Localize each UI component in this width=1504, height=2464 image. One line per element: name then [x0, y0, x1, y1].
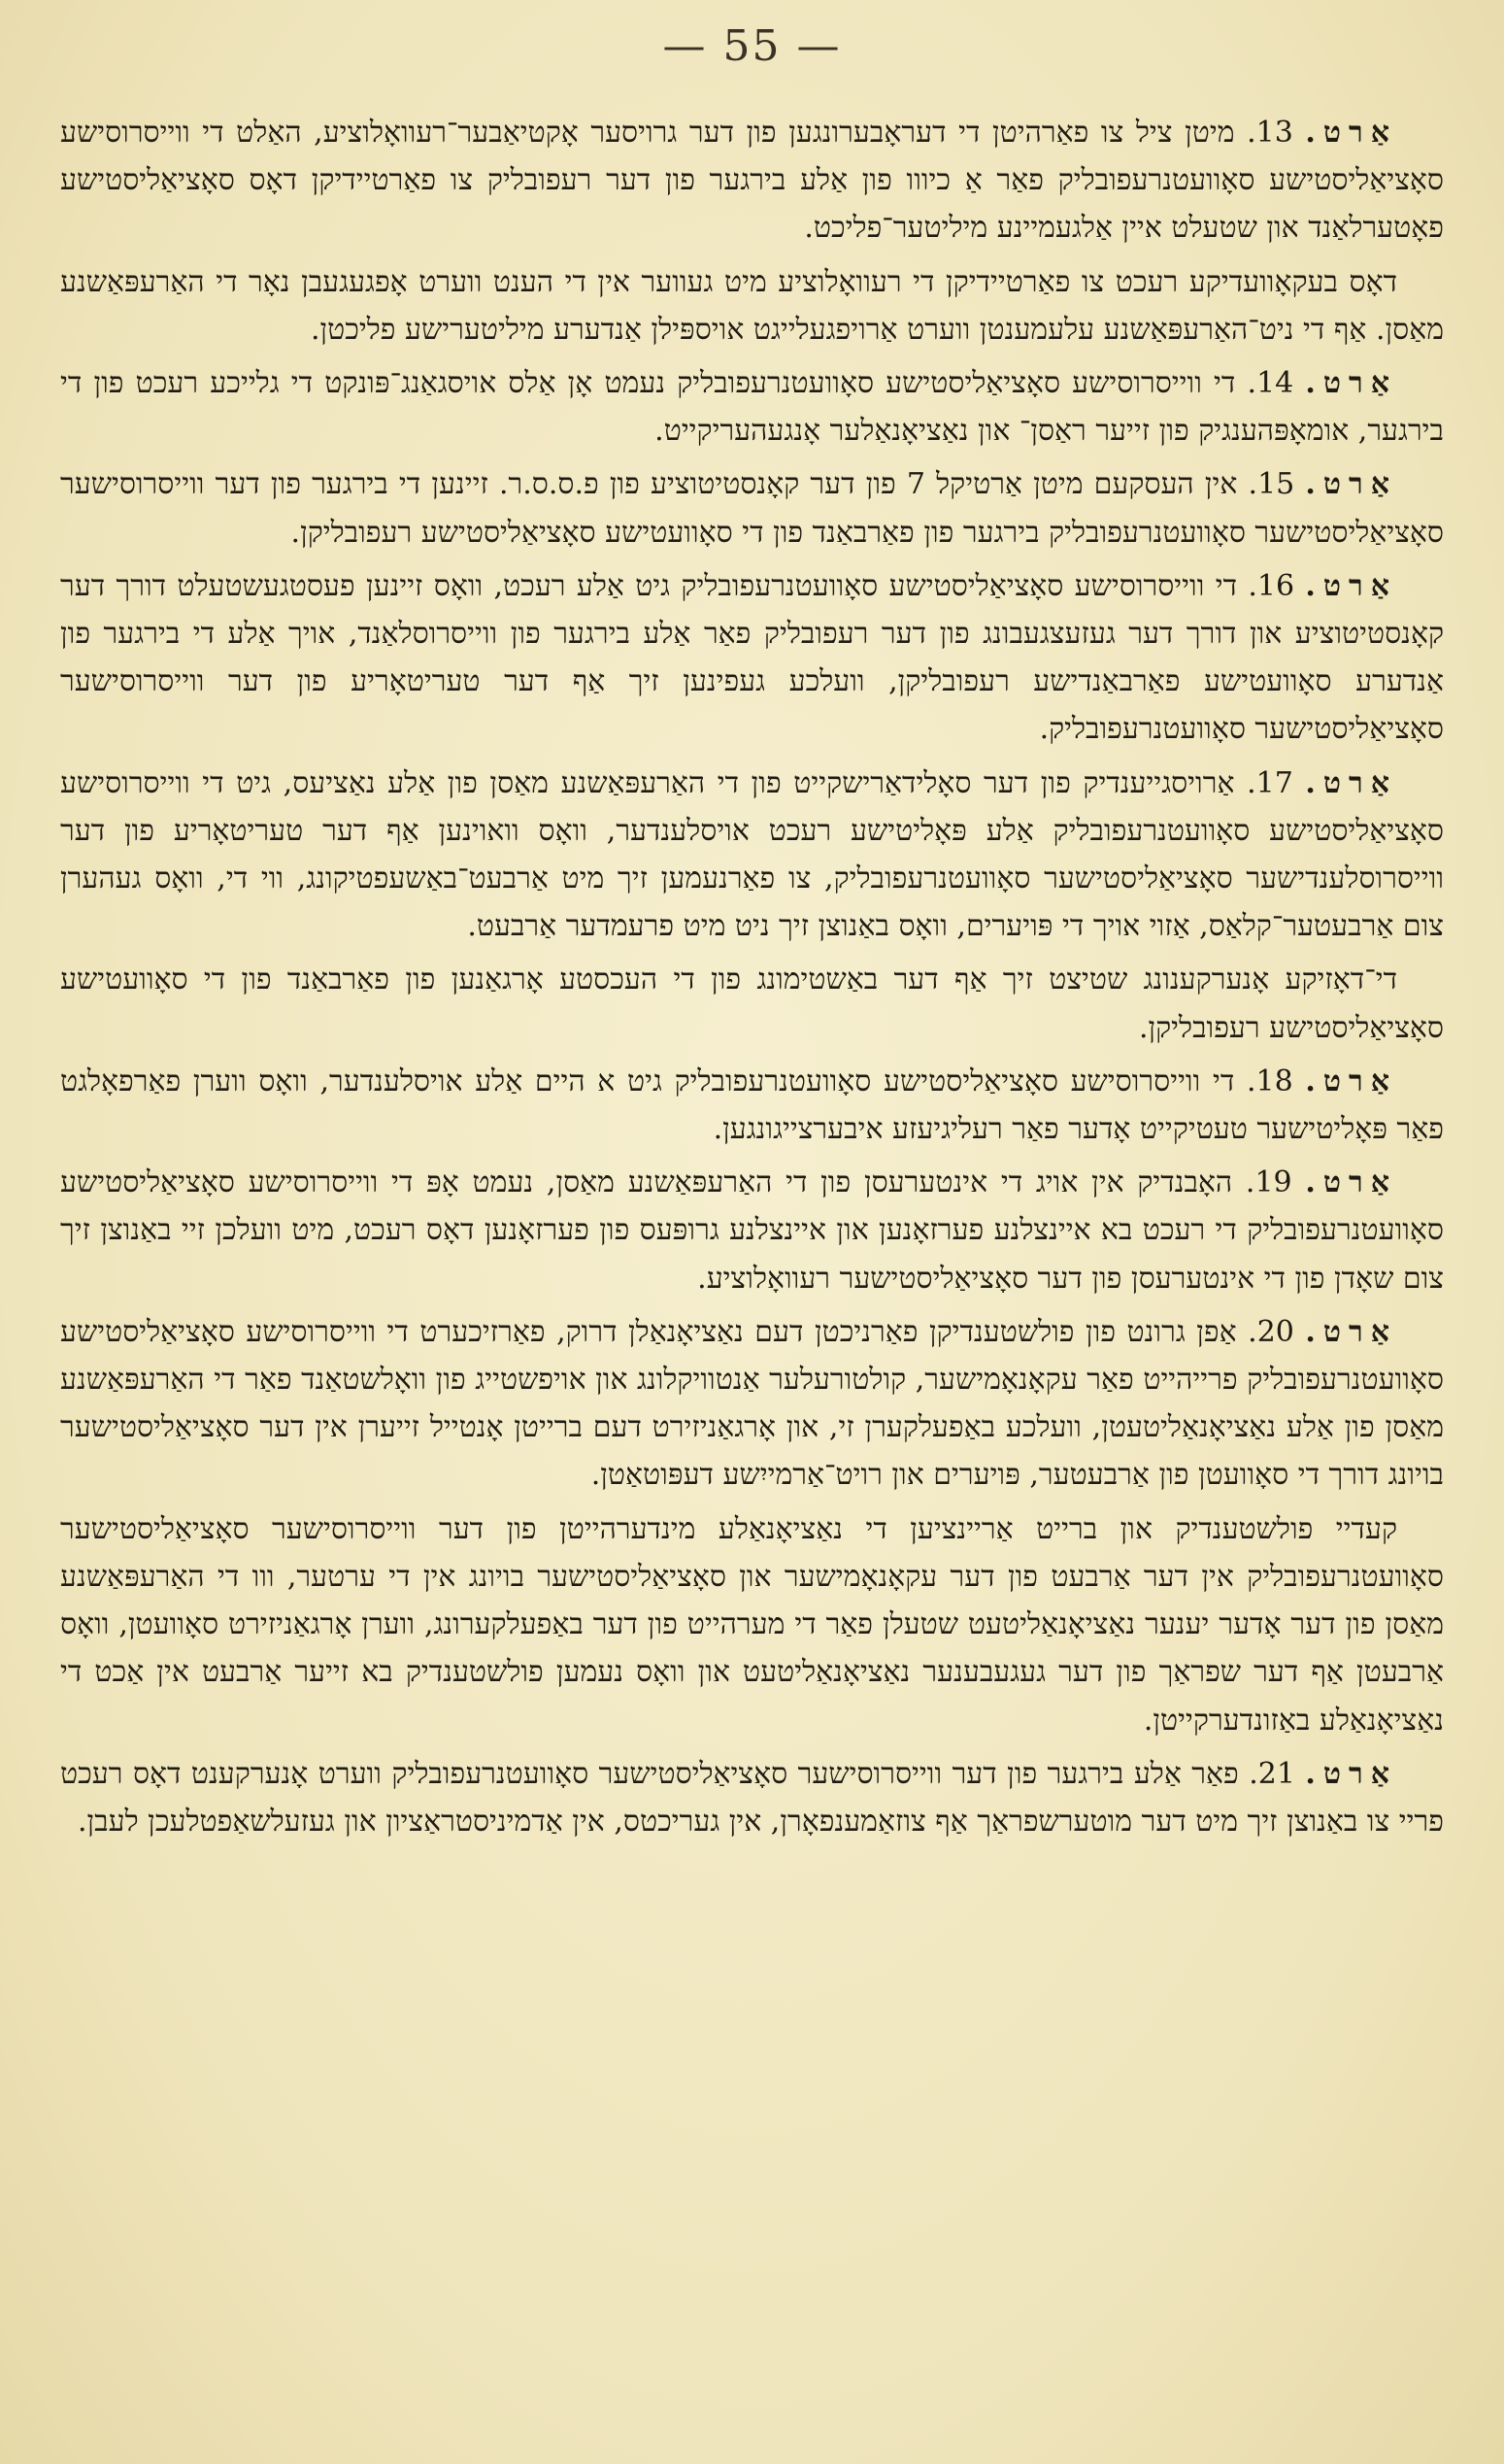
paragraph	[60, 1308, 1444, 1500]
paragraph	[60, 1750, 1444, 1845]
article-number: 20.	[1248, 1314, 1294, 1349]
article-number: 16.	[1248, 568, 1295, 603]
paragraph-text: אַפן גרונט פון פולשטענדיקן פאַרניכטן דעם נאַציאָנאַלן דרוק, פאַרזיכערט די ווייסרוסישע סאָציאַליסטישע סאָוועטנרעפובליק פרייהייט פאַר עקאָנאָמישער, קולטורעלער אַנטוויקלונג און אויפשטייג פון וואָלשטאַנד פאַר די האַרעפּאַשנע מאַסן פון אַלע נאַציאָנאַליטעטן, וועלכע באַפעלקערן זי, און אָרגאַניזירט דעם ברייטן אָנטייל זייערן אין דער סאָציאַליסטישער בויונג דורך די סאָוועטן פון אַרבעטער, פּויערים און רויט־אַרמייִשע דעפּוטאַטן.	[60, 1314, 1444, 1493]
paragraph-text: די ווייסרוסישע סאָציאַליסטישע סאָוועטנרעפובליק גיט א היים אַלע אויסלענדער, וואָס ווערן פאַרפאָלגט פאַר פּאָליטישער טעטיקייט אָדער פאַר רעליגיעזע איבערצייגונגען.	[60, 1063, 1444, 1147]
paragraph	[60, 562, 1444, 754]
article-label: אַרט.	[1305, 1063, 1397, 1098]
paragraph	[60, 460, 1444, 556]
article-label: אַרט.	[1305, 1165, 1397, 1200]
article-text-body	[60, 109, 1444, 2430]
article-label: אַרט.	[1305, 366, 1397, 401]
paragraph	[60, 759, 1444, 951]
article-label: אַרט.	[1305, 1314, 1397, 1349]
article-label: אַרט.	[1305, 116, 1397, 150]
article-number: 15.	[1248, 467, 1295, 502]
paragraph	[60, 1058, 1444, 1153]
paragraph	[60, 258, 1444, 354]
paragraph	[60, 1505, 1444, 1744]
article-number: 17.	[1247, 765, 1293, 800]
article-number: 13.	[1247, 116, 1293, 150]
paragraph-text: מיטן ציל צו פאַרהיטן די דעראָבערונגען פון דער גרויסער אָקטיאַבער־רעוואָלוציע, האַלט די ווייסרוסישע סאָציאַליסטישע סאָוועטנרעפובליק פאַר אַ כיווו פון אַלע בירגער פון דער רעפובליק צו פאַרטיידיקן דאָס סאָציאַליסטישע פאָטערלאַנד און שטעלט איין אַלגעמיינע מיליטער־פליכט.	[60, 116, 1444, 246]
paragraph	[60, 956, 1444, 1051]
article-label: אַרט.	[1305, 568, 1397, 603]
paragraph-text: אַרויסגייענדיק פון דער סאָלידאַרישקייט פון די האַרעפּאַשנע מאַסן פון אַלע נאַציעס, גיט די ווייסרוסישע סאָציאַליסטישע סאָוועטנרעפובליק אַלע פּאָליטישע רעכט אויסלענדער, וואָס וואוינען אַף דער טעריטאָריע פון דער ווייסרוסלענדישער סאָציאַליסטישער סאָוועטנרעפובליק, צו פאַרנעמען זיך מיט אַרבעט־באַשעפטיקונג, ווי די, וואָס געהערן צום אַרבעטער־קלאַס, אַזוי אויך די פּויערים, וואָס באַנוצן זיך ניט מיט פרעמדער אַרבעט.	[60, 765, 1444, 944]
article-label: אַרט.	[1305, 467, 1397, 502]
paragraph	[60, 1159, 1444, 1302]
paragraph	[60, 359, 1444, 455]
article-number: 14.	[1247, 366, 1294, 401]
article-number: 18.	[1246, 1063, 1293, 1098]
paragraph-text: האָבנדיק אין אויג די אינטערעסן פון די האַרעפּאַשנע מאַסן, נעמט אָפּ די ווייסרוסישע סאָציאַליסטישע סאָוועטנרעפובליק די רעכט בא איינצלנע פערזאָנען און איינצלנע גרופּעס פון פערזאָנען דאָס רעכט, מיט וועלכן זיי באַנוצן זיך צום שאָדן פון די אינטערעסן פון דער סאָציאַליסטישער רעוואָלוציע.	[60, 1165, 1444, 1296]
article-number: 19.	[1245, 1165, 1292, 1200]
paragraph	[60, 109, 1444, 253]
page-number: — 55 —	[662, 21, 842, 71]
paragraph-text: דאָס בעקאָוועדיקע רעכט צו פאַרטיידיקן די רעוואָלוציע מיט געווער אין די הענט ווערט אָפגעגעבן נאָר די האַרעפּאַשנע מאַסן. אַף די ניט־האַרעפּאַשנע עלעמענטן ווערט אַרויפגעלייגט אויספּילן אַנדערע מיליטערישע פליכטן.	[60, 264, 1444, 347]
paragraph-text: די ווייסרוסישע סאָציאַליסטישע סאָוועטנרעפובליק נעמט אָן אַלס אויסגאַנג־פּונקט די גלייכע רעכט פון די בירגער, אומאָפּהענגיק פון זייער ראַסן־ און נאַציאָנאַלער אָנגעהעריקייט.	[60, 366, 1444, 449]
paragraph-text: די ווייסרוסישע סאָציאַליסטישע סאָוועטנרעפובליק גיט אַלע רעכט, וואָס זיינען פעסטגעשטעלט דורך דער קאָנסטיטוציע און דורך דער געזעצגעבונג פון דער רעפובליק פאַר אַלע בירגער פון ווייסרוסלאַנד, אויך אַלע די בירגער פון אַנדערע סאָוועטישע פאַרבאַנדישע רעפובליקן, וועלכע געפינען זיך אַף דער טעריטאָריע פון דער ווייסרוסישער סאָציאַליסטישער סאָוועטנרעפובליק.	[60, 568, 1444, 747]
article-label: אַרט.	[1305, 765, 1397, 800]
paragraph-text: פאַר אַלע בירגער פון דער ווייסרוסישער סאָציאַליסטישער סאָוועטנרעפובליק ווערט אָנערקענט דאָס רעכט פריי צו באַנוצן זיך מיט דער מוטערשפראַך אַף צוזאַמענפאָרן, אין געריכטס, אין אַדמיניסטראַציון און געזעלשאַפטלעכן לעבן.	[60, 1756, 1444, 1839]
paragraph-text: די־דאָזיקע אָנערקענונג שטיצט זיך אַף דער באַשטימונג פון די העכסטע אָרגאַנען פון פאַרבאַנד פון די סאָוועטישע סאָציאַליסטישע רעפובליקן.	[60, 962, 1444, 1045]
paragraph-text: קעדיי פולשטענדיק און ברייט אַריינציען די נאַציאָנאַלע מינדערהייטן פון דער ווייסרוסישער סאָציאַליסטישער סאָוועטנרעפובליק אין דער אַרבעט פון דער עקאָנאָמישער און סאָציאַליסטישער בויונג אין די ערטער, ווו די האַרעפּאַשנע מאַסן פון דער אָדער יענער נאַציאָנאַליטעט שטעלן פאַר די מערהייט פון דער באַפעלקערונג, ווערן אָרגאַניזירט סאָוועטן, וואָס אַרבעטן אַף דער שפראַך פון דער געגעבענער נאַציאָנאַליטעט און וואָס נעמען פולשטענדיק בא זייער אַרבעט אין אַכט די נאַציאָנאַלע באַזונדערקייטן.	[60, 1511, 1444, 1738]
article-number: 21.	[1249, 1756, 1295, 1791]
article-label: אַרט.	[1305, 1756, 1397, 1791]
paragraph-text: אין העסקעם מיטן אַרטיקל 7 פון דער קאָנסטיטוציע פון פ.ס.ס.ר. זיינען די בירגער פון דער ווייסרוסישער סאָציאַליסטישער סאָוועטנרעפובליק בירגער פון פאַרבאַנד פון די סאָוועטישע סאָציאַליסטישע רעפובליקן.	[60, 467, 1444, 550]
